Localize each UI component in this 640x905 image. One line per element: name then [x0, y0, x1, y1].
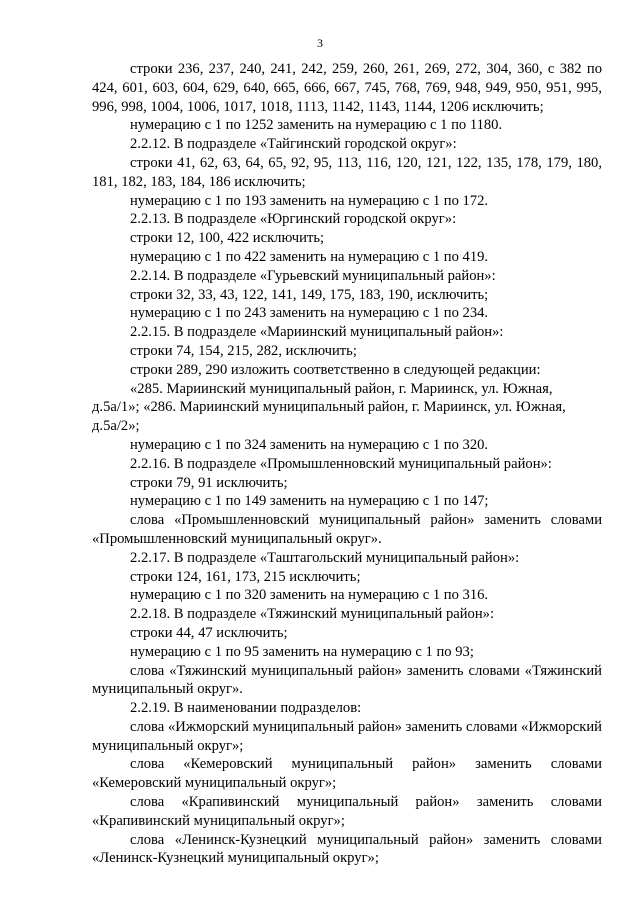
paragraph: строки 79, 91 исключить; — [130, 474, 288, 491]
document-body — [92, 60, 602, 868]
paragraph: 2.2.13. В подразделе «Юргинский городской округ»: — [130, 211, 457, 228]
paragraph: слова «Тяжинский муниципальный район» заменить словами «Тяжинский муниципальный округ». — [92, 662, 602, 698]
paragraph: строки 289, 290 изложить соответственно в следующей редакции: — [130, 361, 541, 378]
paragraph: строки 12, 100, 422 исключить; — [130, 230, 325, 247]
paragraph: нумерацию с 1 по 149 заменить на нумерацию с 1 по 147; — [130, 493, 489, 510]
paragraph: 2.2.12. В подразделе «Тайгинский городской округ»: — [130, 136, 457, 153]
paragraph: слова «Ленинск-Кузнецкий муниципальный район» заменить словами «Ленинск-Кузнецкий муниципальный округ»; — [92, 831, 602, 867]
paragraph: нумерацию с 1 по 1252 заменить на нумерацию с 1 по 1180. — [130, 117, 503, 134]
paragraph: слова «Ижморский муниципальный район» заменить словами «Ижморский муниципальный округ»; — [92, 718, 602, 754]
paragraph: нумерацию с 1 по 320 заменить на нумерацию с 1 по 316. — [130, 587, 489, 604]
paragraph: строки 74, 154, 215, 282, исключить; — [130, 342, 357, 359]
paragraph: слова «Крапивинский муниципальный район» заменить словами «Крапивинский муниципальный округ»; — [92, 794, 602, 829]
paragraph: 2.2.19. В наименовании подразделов: — [130, 700, 362, 717]
paragraph: слова «Кемеровский муниципальный район» заменить словами «Кемеровский муниципальный округ»; — [92, 756, 602, 792]
paragraph: нумерацию с 1 по 95 заменить на нумерацию с 1 по 93; — [130, 643, 474, 660]
paragraph: «285. Мариинский муниципальный район, г. Мариинск, ул. Южная, д.5а/1»; «286. Мариинский муниципальный район, г. Мариинск, ул. Южная, д.5а/2»; — [92, 380, 566, 435]
paragraph: нумерацию с 1 по 193 заменить на нумерацию с 1 по 172. — [130, 192, 489, 209]
paragraph: 2.2.17. В подразделе «Таштагольский муниципальный район»: — [130, 549, 520, 566]
paragraph: строки 124, 161, 173, 215 исключить; — [130, 568, 361, 585]
paragraph: нумерацию с 1 по 243 заменить на нумерацию с 1 по 234. — [130, 305, 489, 322]
paragraph: 2.2.14. В подразделе «Гурьевский муниципальный район»: — [130, 267, 496, 284]
paragraph: строки 44, 47 исключить; — [130, 624, 288, 641]
paragraph: нумерацию с 1 по 324 заменить на нумерацию с 1 по 320. — [130, 436, 489, 453]
paragraph: строки 32, 33, 43, 122, 141, 149, 175, 183, 190, исключить; — [130, 286, 489, 303]
paragraph: слова «Промышленновский муниципальный район» заменить словами «Промышленновский муниципальный округ». — [92, 512, 602, 547]
paragraph: строки 236, 237, 240, 241, 242, 259, 260, 261, 269, 272, 304, 360, с 382 по 424, 601, 603, 604, 629, 640, 665, 666, 667, 745, 768, 769, 948, 949, 950, 951, 995, 996, 998, 1004, 1006, 1017, 1018, 1113, 1142, 1143, 1144, 1206 исключить; — [92, 61, 602, 115]
page-number: 3 — [317, 36, 323, 50]
paragraph: 2.2.18. В подразделе «Тяжинский муниципальный район»: — [130, 606, 495, 623]
paragraph: строки 41, 62, 63, 64, 65, 92, 95, 113, 116, 120, 121, 122, 135, 178, 179, 180, 181, 182, 183, 184, 186 исключить; — [92, 154, 602, 190]
paragraph: нумерацию с 1 по 422 заменить на нумерацию с 1 по 419. — [130, 248, 489, 265]
paragraph: 2.2.16. В подразделе «Промышленновский муниципальный район»: — [130, 455, 552, 472]
paragraph: 2.2.15. В подразделе «Мариинский муниципальный район»: — [130, 324, 504, 341]
